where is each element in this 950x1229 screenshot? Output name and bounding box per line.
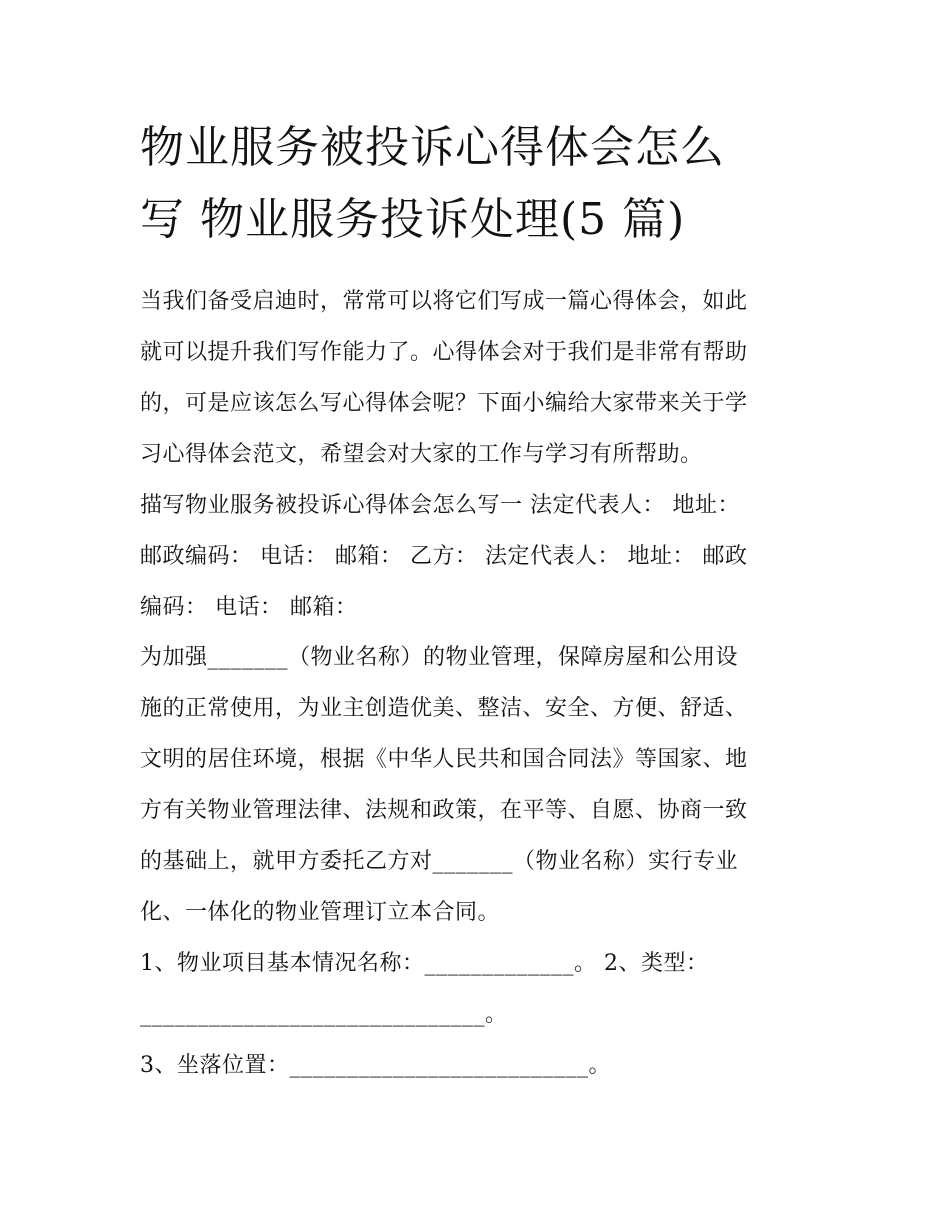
item-1-2-paragraph <box>140 938 820 1040</box>
text-line: 当我们备受启迪时，常常可以将它们写成一篇心得体会，如此 <box>140 289 748 314</box>
text-line: 文明的居住环境，根据《中华人民共和国合同法》等国家、地 <box>140 747 748 772</box>
title-line: 物业服务被投诉心得体会怎么 <box>140 122 725 173</box>
text-line: 描写物业服务被投诉心得体会怎么写一 法定代表人： 地址： <box>140 493 740 518</box>
text-line: 施的正常使用，为业主创造优美、整洁、安全、方便、舒适、 <box>140 696 748 721</box>
title-line: 写 物业服务投诉处理(5 篇) <box>140 194 686 245</box>
text-line: 化、一体化的物业管理订立本合同。 <box>140 900 501 925</box>
text-line: 方有关物业管理法律、法规和政策，在平等、自愿、协商一致 <box>140 798 748 823</box>
intro-paragraph <box>140 276 820 480</box>
document-title <box>140 112 820 256</box>
text-line: 为加强_______（物业名称）的物业管理，保障房屋和公用设 <box>140 645 739 670</box>
contract-paragraph <box>140 632 820 938</box>
item-3-paragraph <box>140 1040 820 1091</box>
text-line: 就可以提升我们写作能力了。心得体会对于我们是非常有帮助 <box>140 340 748 365</box>
section-heading-paragraph <box>140 480 820 633</box>
text-line: 3、坐落位置：__________________________。 <box>140 1053 611 1078</box>
text-line: 1、物业项目基本情况名称：_____________。 2、类型： <box>140 951 709 976</box>
text-line: ______________________________。 <box>140 1002 508 1027</box>
text-line: 邮政编码： 电话： 邮箱： 乙方： 法定代表人： 地址： 邮政 <box>140 544 748 569</box>
text-line: 的基础上，就甲方委托乙方对_______（物业名称）实行专业 <box>140 849 739 874</box>
text-line: 编码： 电话： 邮箱： <box>140 595 358 620</box>
text-line: 习心得体会范文，希望会对大家的工作与学习有所帮助。 <box>140 442 703 467</box>
text-line: 的，可是应该怎么写心得体会呢？下面小编给大家带来关于学 <box>140 391 748 416</box>
